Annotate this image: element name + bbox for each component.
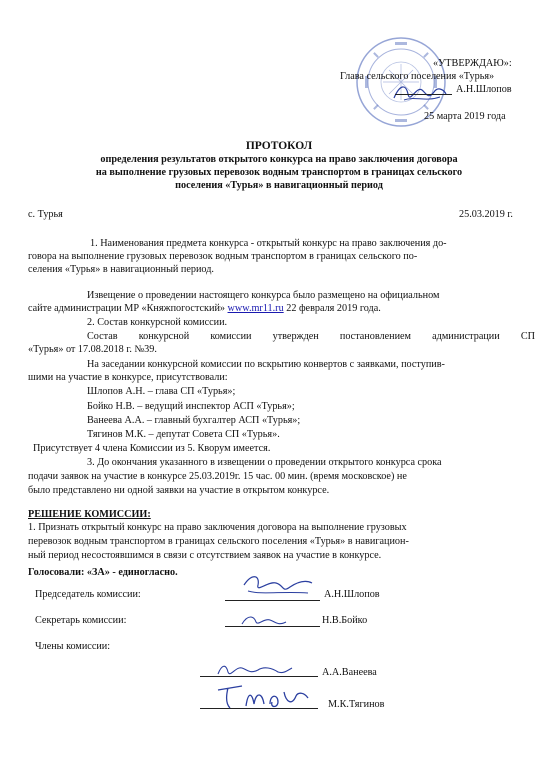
decision-heading: РЕШЕНИЕ КОМИССИИ: (28, 509, 151, 520)
composition-line-1: Состав конкурсной комиссии утвержден постановлением администрации СП (87, 331, 535, 342)
member-present-1: Шлопов А.Н. – глава СП «Турья»; (87, 386, 236, 397)
member-present-4: Тягинов М.К. – депутат Совета СП «Турья». (87, 429, 280, 440)
notice-line-2-text: сайте администрации МР «Княжпогостский» (28, 303, 228, 314)
chair-label: Председатель комиссии: (35, 589, 141, 600)
approver-signature-line (395, 94, 452, 95)
meeting-line-2: шими на участие в конкурсе, присутствовали: (28, 372, 228, 383)
notice-line-1: Извещение о проведении настоящего конкурса было размещено на официальном (87, 290, 440, 301)
member-present-2: Бойко Н.В. – ведущий инспектор АСП «Турья»; (87, 401, 295, 412)
composition-line-2: «Турья» от 17.08.2018 г. №39. (28, 344, 157, 355)
members-label: Члены комиссии: (35, 641, 111, 652)
decision-line-1: 1. Признать открытый конкурс на право заключения договора на выполнение грузовых (28, 522, 407, 533)
section3-line-3: было представлено ни одной заявки на участие в открытом конкурсе. (28, 485, 330, 496)
approver-position: Глава сельского поселения «Турья» (340, 71, 495, 82)
approval-date: 25 марта 2019 года (424, 111, 506, 122)
member-present-3: Ванеева А.А. – главный бухгалтер АСП «Турья»; (87, 415, 301, 426)
title-line-2: на выполнение грузовых перевозок водным транспортом в границах сельского (95, 167, 463, 178)
approver-name: А.Н.Шлопов (456, 84, 512, 95)
section1-line-3: селения «Турья» в навигационный период. (28, 264, 214, 275)
section2-heading: 2. Состав конкурсной комиссии. (87, 317, 228, 328)
meeting-line-1: На заседании конкурсной комиссии по вскрытию конвертов с заявками, поступив- (87, 359, 445, 370)
place: с. Турья (28, 209, 63, 220)
section3-line-1: 3. До окончания указанного в извещении о проведении открытого конкурса срока (87, 457, 442, 468)
approve-label: «УТВЕРЖДАЮ»: (433, 58, 512, 69)
doc-date: 25.03.2019 г. (459, 209, 513, 220)
chair-signature (238, 571, 318, 601)
section1-line-2: говора на выполнение грузовых перевозок водным транспортом в границах сельского по- (28, 251, 418, 262)
member2-signature (212, 682, 322, 712)
secretary-name: Н.В.Бойко (322, 615, 368, 626)
notice-line-2 (28, 303, 381, 315)
member1-name: А.А.Ванеева (322, 667, 377, 678)
title-line-1: определения результатов открытого конкурса на право заключения договора (100, 154, 458, 165)
website-link[interactable]: www.mr11.ru (227, 303, 284, 314)
member1-signature (214, 658, 294, 680)
notice-line-2-date: 22 февраля 2019 года. (283, 303, 381, 314)
chair-name: А.Н.Шлопов (324, 589, 380, 600)
vote-result: Голосовали: «ЗА» - единогласно. (28, 567, 178, 578)
decision-line-2: перевозок водным транспортом в границах сельского поселения «Турья» в навигацион- (28, 536, 409, 547)
quorum-text: Присутствует 4 члена Комиссии из 5. Кворум имеется. (33, 443, 271, 454)
secretary-label: Секретарь комиссии: (35, 615, 127, 626)
secretary-signature (238, 610, 298, 630)
decision-line-3: ный период несостоявшимся в связи с отсутствием заявок на участие в конкурсе. (28, 550, 382, 561)
protocol-heading: ПРОТОКОЛ (245, 140, 313, 152)
title-line-3: поселения «Турья» в навигационный период (175, 180, 383, 191)
section3-line-2: подачи заявок на участие в конкурсе 25.03.2019г. 15 час. 00 мин. (время московское) не (28, 471, 407, 482)
member2-name: М.К.Тягинов (328, 699, 385, 710)
section1-line-1: 1. Наименования предмета конкурса - открытый конкурс на право заключения до- (90, 238, 447, 249)
